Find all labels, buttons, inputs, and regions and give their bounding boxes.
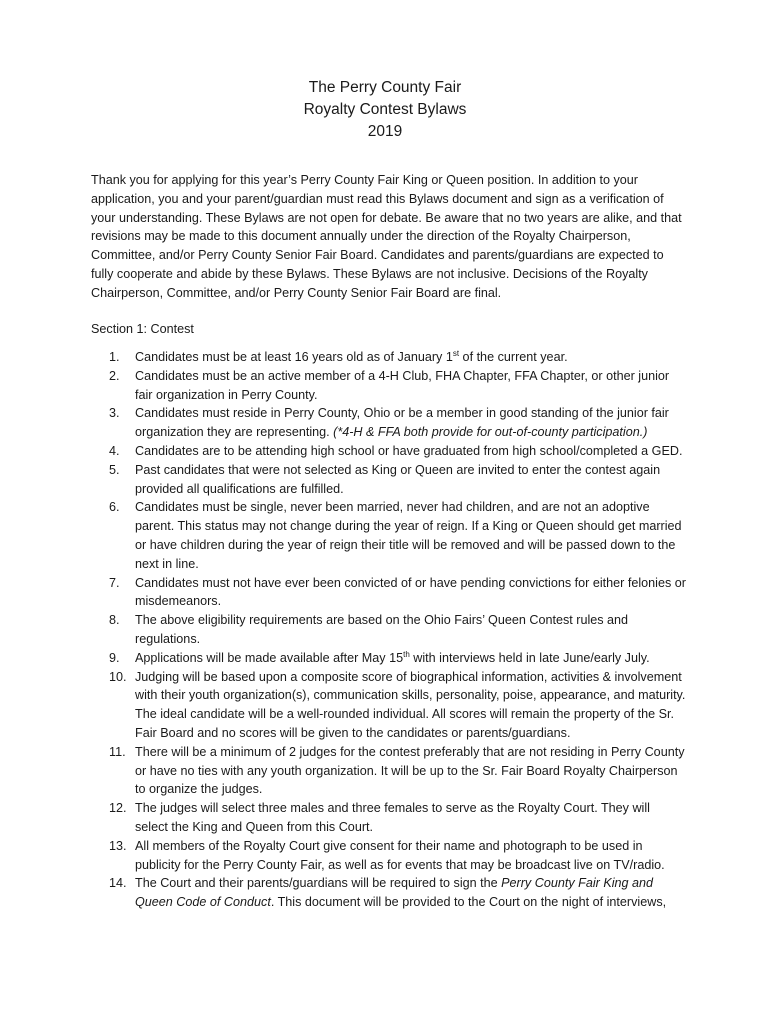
rule-number: 2. [109, 368, 120, 383]
rule-item [91, 404, 686, 442]
rule-item [91, 574, 686, 612]
rule-text: Candidates must not have ever been convicted of or have pending convictions for either felonies or misdemeanors. [135, 575, 686, 609]
rule-number: 4. [109, 443, 120, 458]
title-line-3: 2019 [367, 123, 403, 140]
rule-number: 5. [109, 462, 120, 477]
document-title [0, 77, 770, 143]
rule-text: Candidates are to be attending high school or have graduated from high school/completed a GED. [135, 443, 683, 458]
rule-item [91, 367, 686, 405]
rule-number: 10. [109, 669, 127, 684]
rule-item [91, 649, 686, 668]
rule-text: Candidates must reside in Perry County, Ohio or be a member in good standing of the junior fair organization they are representing. (*4-H & FFA both provide for out-of-county participation.) [135, 406, 669, 440]
rule-text: Past candidates that were not selected as King or Queen are invited to enter the contest again provided all qualifications are fulfilled. [135, 462, 661, 496]
rule-number: 1. [109, 350, 120, 364]
intro-paragraph: Thank you for applying for this year’s Perry County Fair King or Queen position. In addition to your application, you and your parent/guardian must read this Bylaws document and sign as a verification of your understanding. These Bylaws are not open for debate. Be aware that no two years are alike, and that revisions may be made to this document annually under the direction of the Royalty Chairperson, Committee, and/or Perry County Senior Fair Board. Candidates and parents/guardians are expected to fully cooperate and abide by these Bylaws. These Bylaws are not inclusive. Decisions of the Royalty Chairperson, Committee, and/or Perry County Senior Fair Board are final. [91, 173, 682, 300]
rule-item [91, 461, 686, 499]
rule-text: Candidates must be at least 16 years old as of January 1st of the current year. [135, 348, 568, 364]
rule-number: 12. [109, 801, 127, 816]
rule-number: 8. [109, 613, 120, 628]
rule-item [91, 743, 686, 799]
title-line-2: Royalty Contest Bylaws [303, 101, 467, 118]
rule-item [91, 799, 686, 837]
rule-text: There will be a minimum of 2 judges for the contest preferably that are not residing in Perry County or have no ties with any youth organization. It will be up to the Sr. Fair Board Royalty Chairperson to organize the judges. [135, 744, 685, 797]
rule-text: Applications will be made available after May 15th with interviews held in late June/early July. [135, 649, 650, 665]
rule-text: Candidates must be an active member of a 4-H Club, FHA Chapter, FFA Chapter, or other junior fair organization in Perry County. [135, 368, 670, 402]
rule-text: All members of the Royalty Court give consent for their name and photograph to be used in publicity for the Perry County Fair, as well as for events that may be broadcast live on TV/radio. [135, 838, 665, 872]
rule-text: Candidates must be single, never been married, never had children, and are not an adoptive parent. This status may not change during the year of reign. If a King or Queen should get married or have children during the year of reign their title will be removed and will be passed down to the next in line. [135, 500, 682, 571]
rule-item [91, 498, 686, 573]
section-1-heading: Section 1: Contest [91, 322, 194, 336]
section-1-rules-list [91, 348, 686, 912]
rule-item [91, 611, 686, 649]
rule-text: The judges will select three males and three females to serve as the Royalty Court. They will select the King and Queen from this Court. [135, 801, 650, 834]
rule-item [91, 874, 686, 912]
title-line-1: The Perry County Fair [308, 79, 462, 96]
rule-number: 14. [109, 876, 127, 891]
rule-item [91, 442, 686, 461]
rule-item [91, 837, 686, 875]
rule-text: Judging will be based upon a composite score of biographical information, activities & involvement with their youth organization(s), communication skills, personality, poise, appearance, and maturity. The ideal candidate will be a well-rounded individual. All scores will remain the property of the Sr. Fair Board and no scores will be given to the candidates or parents/guardians. [135, 669, 686, 740]
rule-number: 7. [109, 575, 120, 590]
rule-number: 6. [109, 500, 120, 515]
rule-text: The above eligibility requirements are based on the Ohio Fairs’ Queen Contest rules and regulations. [135, 613, 629, 646]
rule-number: 11. [109, 744, 126, 759]
rule-number: 9. [109, 650, 120, 665]
rule-text: The Court and their parents/guardians will be required to sign the Perry County Fair King and Queen Code of Conduct. This document will be provided to the Court on the night of interviews, [135, 876, 667, 910]
rule-number: 3. [109, 406, 120, 421]
rule-item [91, 348, 686, 367]
rule-item [91, 668, 686, 743]
rule-number: 13. [109, 838, 127, 853]
